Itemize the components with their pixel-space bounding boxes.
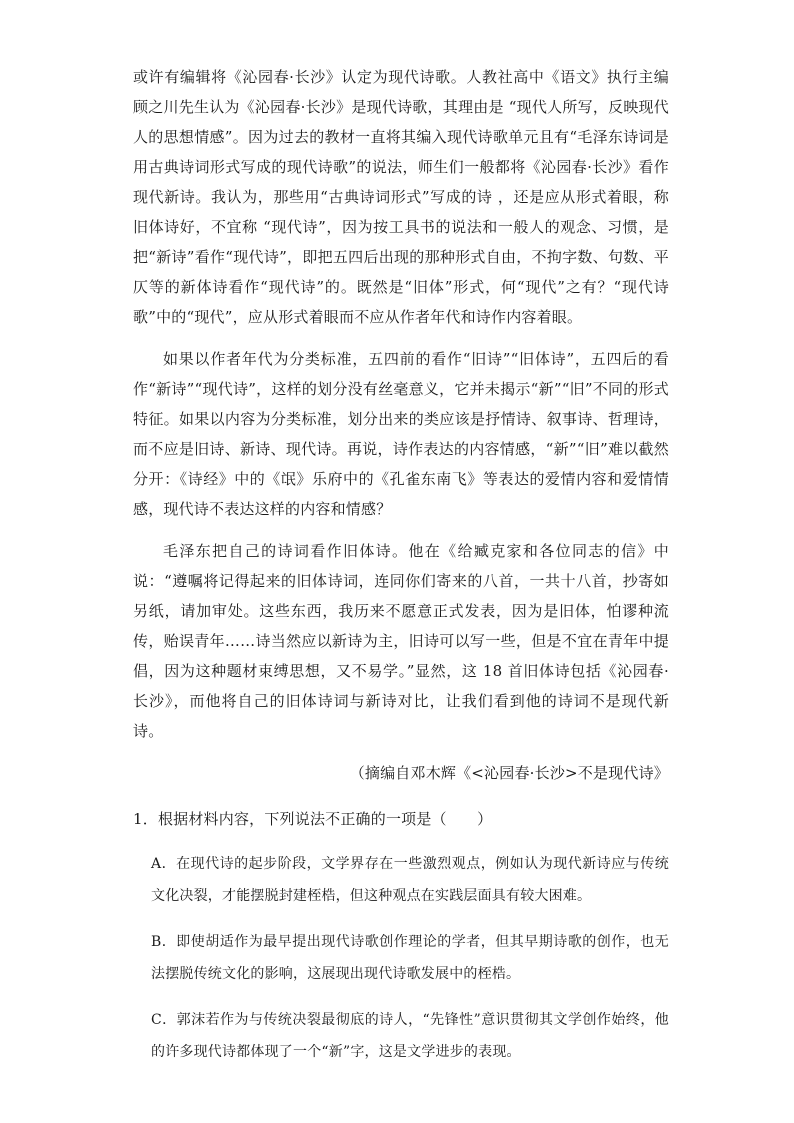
option-c: C．郭沫若作为与传统决裂最彻底的诗人，“先锋性”意识贯彻其文学创作始终，他的许多现代诗都体现了一个“新”字，这是文学进步的表现。 xyxy=(151,1012,669,1060)
option-b: B．即使胡适作为最早提出现代诗歌创作理论的学者，但其早期诗歌的创作，也无法摆脱传统文化的影响，这展现出现代诗歌发展中的桎梏。 xyxy=(151,934,669,982)
paragraph-2: 如果以作者年代为分类标准，五四前的看作“旧诗”“旧体诗”，五四后的看作“新诗”“现代诗”，这样的划分没有丝毫意义，它并未揭示“新”“旧”不同的形式特征。如果以内容为分类标准，划分出来的类应该是抒情诗、叙事诗、哲理诗，而不应是旧诗、新诗、现代诗。再说，诗作表达的内容情感，“新”“旧”难以截然分开：《诗经》中的《氓》乐府中的《孔雀东南飞》等表达的爱情内容和爱情情感，现代诗不表达这样的内容和情感？ xyxy=(133,350,669,518)
paragraph-1: 或许有编辑将《沁园春·长沙》认定为现代诗歌。人教社高中《语文》执行主编顾之川先生认为《沁园春·长沙》是现代诗歌，其理由是 “现代人所写，反映现代人的思想情感”。因为过去的教材一直将其编入现代诗歌单元且有“毛泽东诗词是用古典诗词形式写成的现代诗歌”的说法，师生们一般都将《沁园春·长沙》看作现代新诗。我认为，那些用“古典诗词形式”写成的诗 ，还是应从形式着眼，称旧体诗好，不宜称 “现代诗”，因为按工具书的说法和一般人的观念、习惯，是把“新诗”看作“现代诗”，即把五四后出现的那种形式自由，不拘字数、句数、平仄等的新体诗看作“现代诗”的。既然是“旧体”形式，何“现代”之有？“现代诗歌”中的“现代”，应从形式着眼而不应从作者年代和诗作内容着眼。 xyxy=(133,68,669,326)
option-a: A．在现代诗的起步阶段，文学界存在一些激烈观点，例如认为现代新诗应与传统文化决裂，才能摆脱封建桎梏，但这种观点在实践层面具有较大困难。 xyxy=(151,856,669,904)
document-page xyxy=(133,62,669,1068)
source-citation: （摘编自邓木辉《<沁园春·长沙>不是现代诗》 xyxy=(349,764,669,782)
question-stem: 1．根据材料内容，下列说法不正确的一项是（ ） xyxy=(133,810,493,828)
paragraph-3: 毛泽东把自己的诗词看作旧体诗。他在《给臧克家和各位同志的信》中说：“遵嘱将记得起来的旧体诗词，连同你们寄来的八首，一共十八首，抄寄如另纸，请加审处。这些东西，我历来不愿意正式发表，因为是旧体，怕谬种流传，贻误青年……诗当然应以新诗为主，旧诗可以写一些，但是不宜在青年中提倡，因为这种题材束缚思想，又不易学。”显然，这 18 首旧体诗包括《沁园春·长沙》，而他将自己的旧体诗词与新诗对比，让我们看到他的诗词不是现代新诗。 xyxy=(133,542,669,740)
